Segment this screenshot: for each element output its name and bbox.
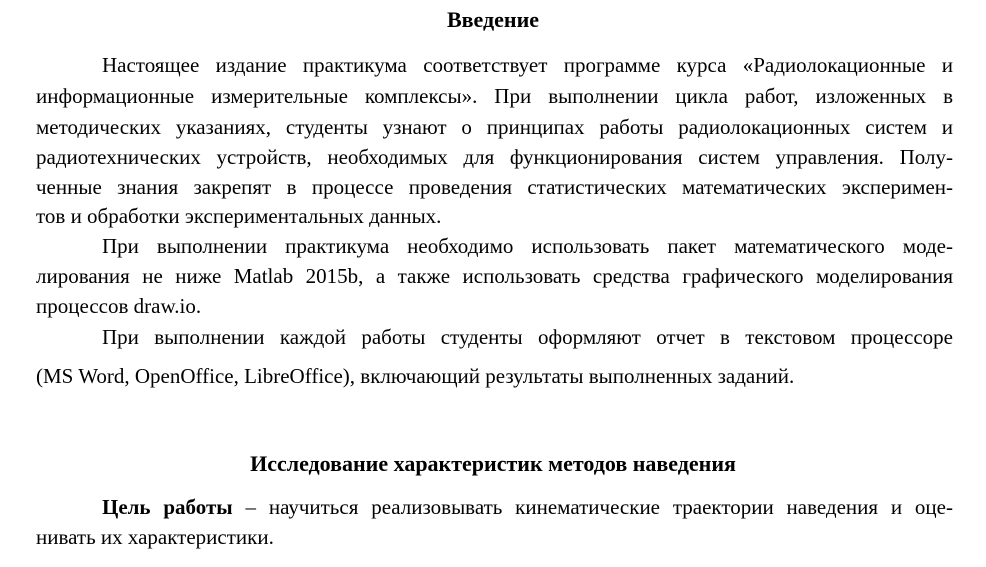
intro-paragraph-1-line-1: Настоящее издание практикума соответствует программе курса «Радиолокационные и <box>102 53 953 77</box>
intro-paragraph-3-line-1: При выполнении каждой работы студенты оформляют отчет в текстовом процессоре <box>102 325 953 349</box>
intro-paragraph-2-line-1: При выполнении практикума необходимо использовать пакет математического моде- <box>102 234 953 258</box>
intro-heading: Введение <box>446 7 540 32</box>
intro-paragraph-1-line-3: методических указаниях, студенты узнают о принципах работы радиолокационных систем и <box>36 115 953 139</box>
intro-paragraph-3-line-2: (MS Word, OpenOffice, LibreOffice), включающий результаты выполненных заданий. <box>36 364 795 388</box>
intro-paragraph-1-line-5: ченные знания закрепят в процессе проведения статистических математических эксперимен- <box>36 175 953 199</box>
goal-line-1 <box>102 495 953 519</box>
intro-paragraph-1-line-6: тов и обработки экспериментальных данных. <box>36 204 442 228</box>
goal-line-2: нивать их характеристики. <box>36 525 274 549</box>
section-heading: Исследование характеристик методов наведения <box>250 451 736 476</box>
intro-paragraph-1-line-4: радиотехнических устройств, необходимых для функционирования систем управления. Полу- <box>36 145 953 169</box>
intro-paragraph-2-line-2: лирования не ниже Matlab 2015b, а также использовать средства графического моделирования <box>36 264 953 288</box>
goal-text-1: – научиться реализовывать кинематические траектории наведения и оце- <box>232 495 953 519</box>
intro-paragraph-1-line-2: информационные измерительные комплексы». При выполнении цикла работ, изложенных в <box>36 84 953 108</box>
goal-label: Цель работы <box>102 495 233 519</box>
intro-paragraph-2-line-3: процессов draw.io. <box>36 294 202 318</box>
